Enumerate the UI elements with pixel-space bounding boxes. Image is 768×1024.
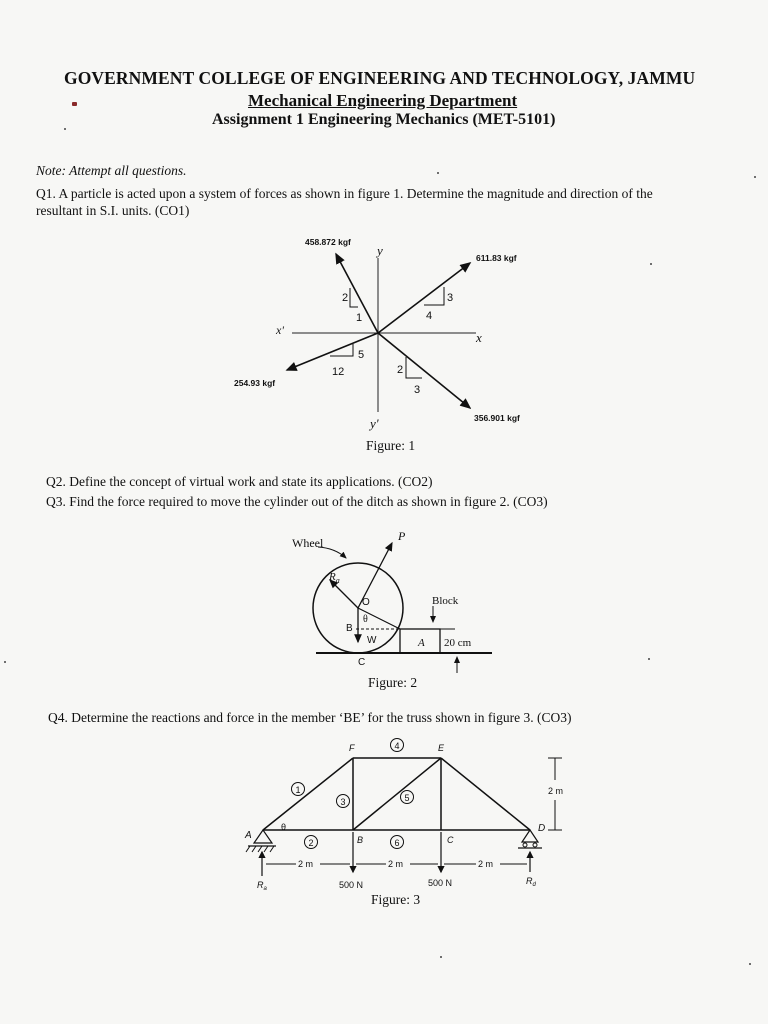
question-4: Q4. Determine the reactions and force in the member ‘BE’ for the truss shown in figure 3. (CO3): [48, 710, 572, 725]
weight-label: W: [367, 635, 377, 646]
svg-text:4: 4: [394, 741, 400, 751]
force-arrow-bottom-right: [378, 333, 470, 408]
axis-label-y-neg: y': [370, 416, 379, 431]
question-1-line-2: resultant in S.I. units. (CO1): [36, 203, 190, 218]
reaction-arrow: [330, 580, 358, 608]
slope-label-bottom-left-v: 5: [358, 349, 365, 361]
member-be: [353, 758, 441, 830]
department-title: Mechanical Engineering Department: [248, 91, 518, 110]
axis-label-y: y: [377, 243, 383, 258]
scan-speck: [72, 102, 77, 106]
node-a-label: A: [245, 830, 252, 841]
figure-3-truss: [0, 735, 768, 915]
force-label-bottom-left: 254.93 kgf: [234, 378, 276, 388]
scan-speck: [749, 963, 751, 965]
member-ed: [441, 758, 530, 830]
load-b-label: 500 N: [339, 880, 364, 890]
slope-label-top-right-h: 4: [426, 310, 433, 322]
height-label: 20 cm: [444, 637, 472, 649]
member-number-5: [401, 791, 414, 804]
span-label-3: 2 m: [478, 859, 494, 869]
support-d-roller: [522, 830, 538, 842]
support-a-hatch: [246, 846, 274, 852]
slope-label-top-right-v: 3: [447, 292, 454, 304]
node-c-label: C: [447, 835, 454, 845]
scan-speck: [650, 263, 652, 265]
span-label-2: 2 m: [388, 859, 404, 869]
question-2: Q2. Define the concept of virtual work and state its applications. (CO2): [46, 474, 433, 489]
note: Note: Attempt all questions.: [36, 163, 187, 178]
svg-text:6: 6: [394, 838, 400, 848]
member-number-2: [305, 836, 318, 849]
svg-text:2: 2: [308, 838, 314, 848]
node-b-label: B: [357, 835, 364, 845]
support-d-wheel-2: [533, 843, 537, 847]
slope-label-top-left-v: 2: [342, 292, 349, 304]
force-label-bottom-right: 356.901 kgf: [474, 413, 520, 423]
member-af: [263, 758, 353, 830]
point-a-label: A: [418, 637, 425, 649]
scan-speck: [754, 176, 756, 178]
block-label: Block: [432, 595, 459, 607]
question-1-line-1: Q1. A particle is acted upon a system of forces as shown in figure 1. Determine the magnitude and direction of the: [36, 186, 653, 201]
member-number-6: [391, 836, 404, 849]
span-label-1: 2 m: [298, 859, 314, 869]
node-e-label: E: [438, 743, 445, 753]
slope-triangle-bottom-left: [330, 344, 353, 356]
slope-triangle-top-left: [350, 288, 358, 307]
point-b-label: B: [346, 623, 353, 634]
force-label-top-right: 611.83 kgf: [476, 253, 517, 263]
node-d-label: D: [538, 823, 546, 834]
force-label-top-left: 458.872 kgf: [305, 237, 351, 247]
force-arrow-bottom-left: [287, 333, 378, 370]
theta-label: θ: [363, 614, 368, 625]
load-c-label: 500 N: [428, 878, 453, 888]
figure-2-caption: Figure: 2: [368, 675, 418, 690]
slope-label-top-left-h: 1: [356, 312, 363, 324]
reaction-a-label: $R_a$: [257, 880, 267, 892]
height-label: 2 m: [548, 786, 564, 796]
axis-label-x: x: [476, 330, 482, 345]
member-number-3: [337, 795, 350, 808]
scan-speck: [437, 172, 439, 174]
figure-1-caption: Figure: 1: [366, 438, 416, 453]
figure-1-force-system: [0, 230, 768, 460]
scan-speck: [64, 128, 66, 130]
force-p-label: P: [398, 529, 406, 543]
college-title: GOVERNMENT COLLEGE OF ENGINEERING AND TECHNOLOGY, JAMMU: [64, 68, 696, 88]
assignment-title: Assignment 1 Engineering Mechanics (MET-5101): [212, 111, 556, 128]
svg-text:5: 5: [404, 793, 410, 803]
scan-speck: [648, 658, 650, 660]
scan-speck: [440, 956, 442, 958]
svg-text:1: 1: [295, 785, 301, 795]
slope-label-bottom-right-h: 3: [414, 384, 421, 396]
member-number-1: [292, 783, 305, 796]
reaction-d-label: $R_d$: [526, 876, 536, 888]
scan-speck: [4, 661, 6, 663]
member-number-4: [391, 739, 404, 752]
center-label: O: [362, 597, 370, 608]
reaction-label: $R_a$: [329, 571, 340, 585]
slope-label-bottom-right-v: 2: [397, 364, 404, 376]
force-arrow-top-right: [378, 263, 470, 333]
support-a-pin: [254, 830, 272, 843]
axis-label-x-neg: x': [276, 323, 284, 337]
point-c-label: C: [358, 657, 366, 668]
figure-3-caption: Figure: 3: [371, 892, 421, 907]
figure-2-cylinder-in-ditch: [0, 525, 768, 695]
svg-text:3: 3: [340, 797, 346, 807]
wheel-label: Wheel: [292, 536, 324, 550]
question-3: Q3. Find the force required to move the cylinder out of the ditch as shown in figure 2. (CO3): [46, 494, 548, 509]
support-d-wheel-1: [523, 843, 527, 847]
angle-label: θ: [281, 822, 287, 832]
slope-label-bottom-left-h: 12: [332, 366, 345, 378]
node-f-label: F: [349, 743, 355, 753]
